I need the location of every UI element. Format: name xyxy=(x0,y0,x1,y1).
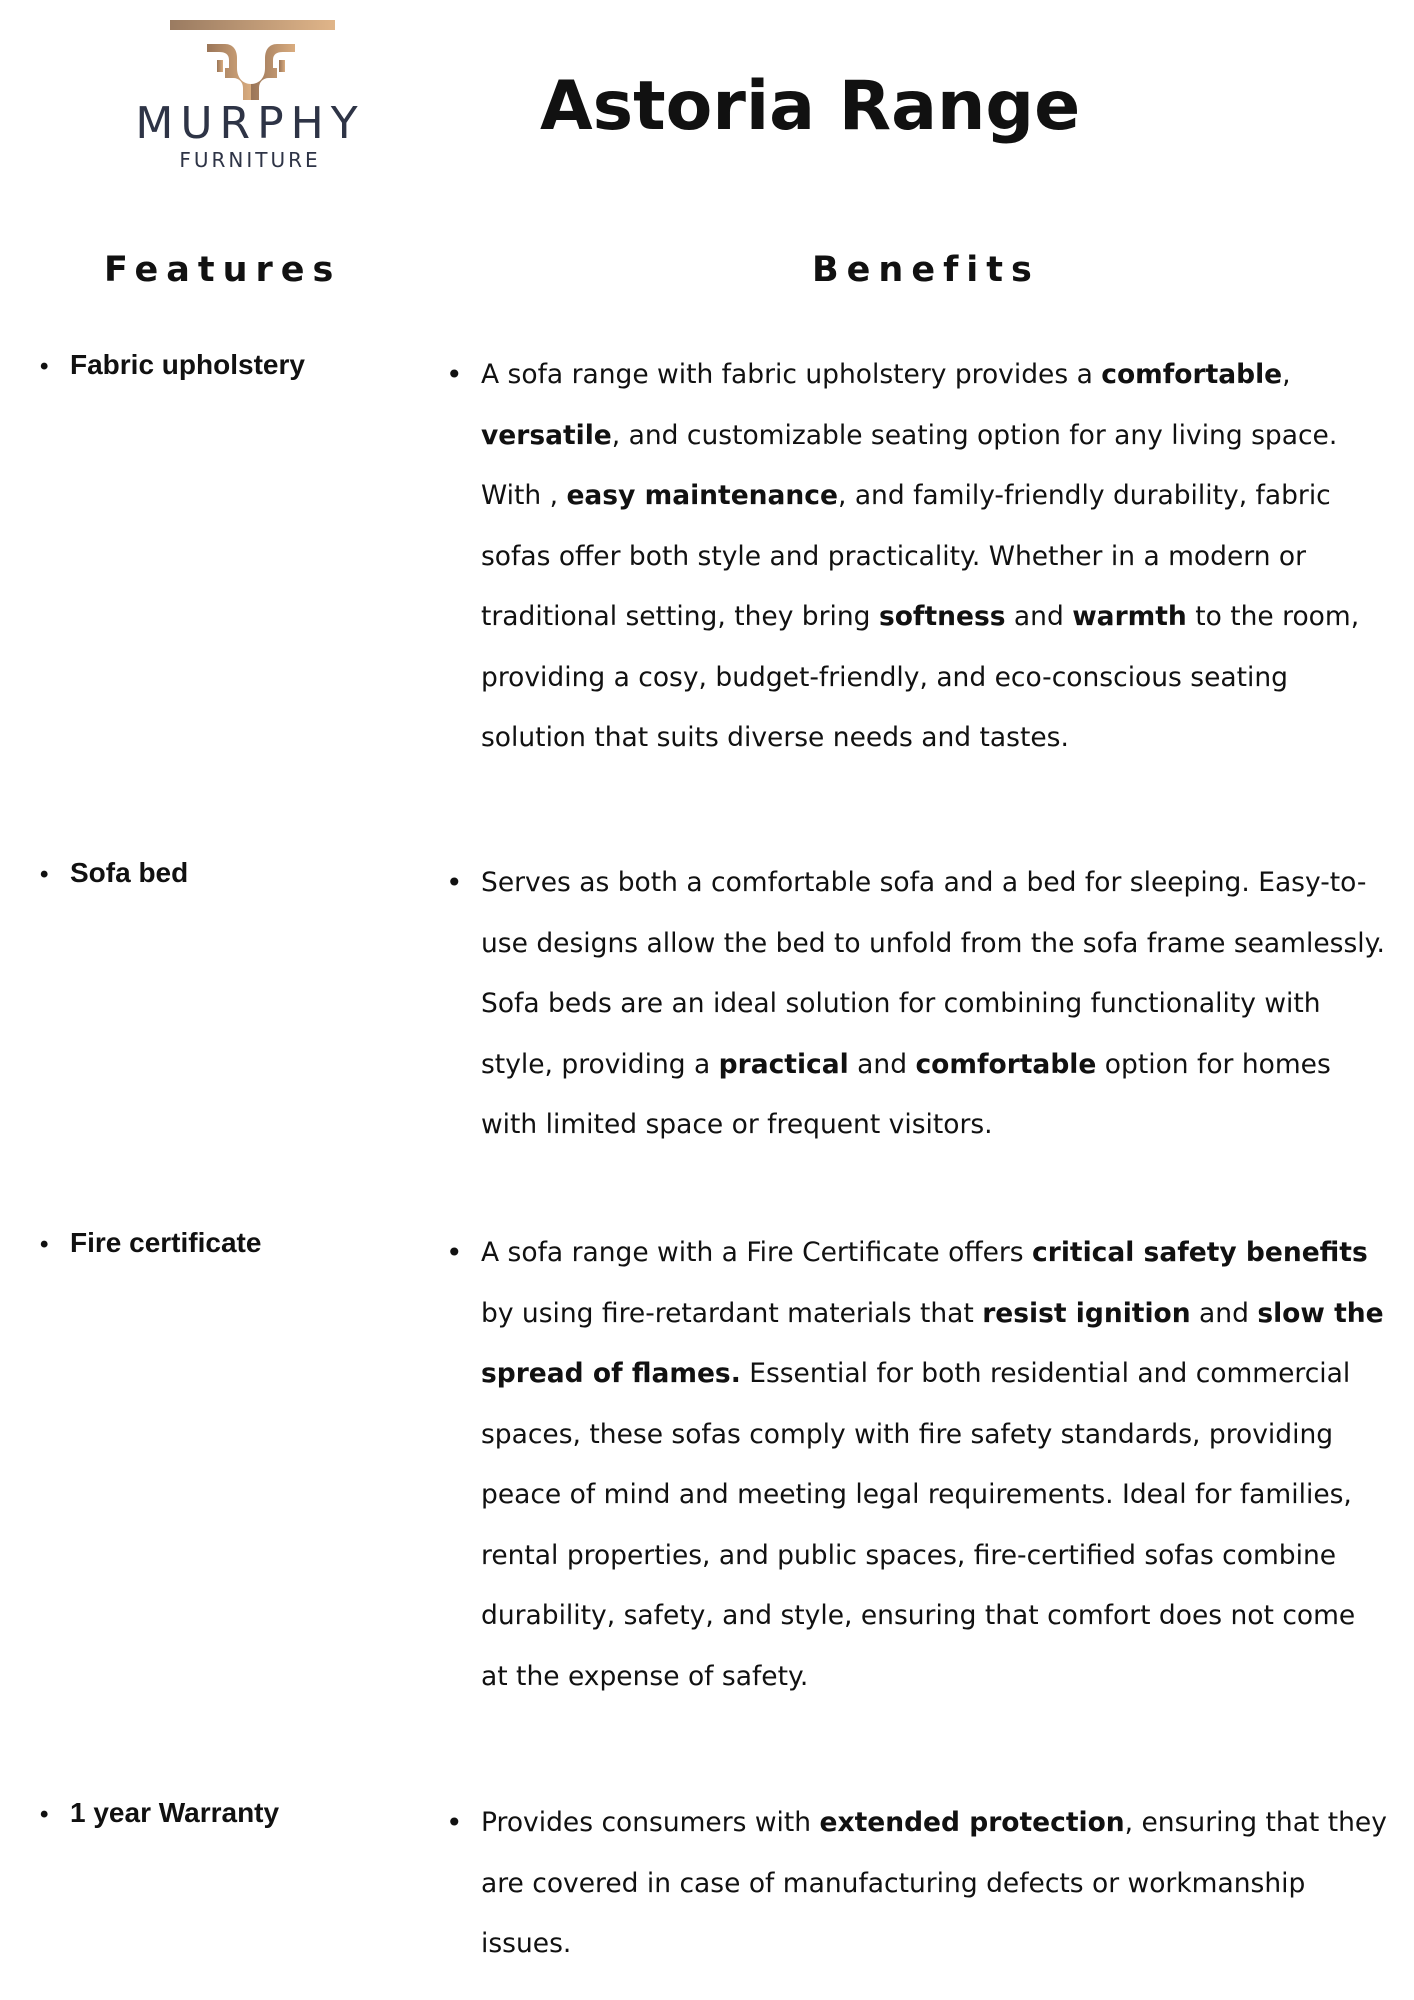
logo-wordmark: MURPHY xyxy=(135,98,365,149)
benefit-text: • Serves as both a comfortable sofa and a bed for sleeping. Easy-to-use designs allow the bed to unfold from the sofa frame seamlessly. Sofa beds are an ideal solution for combining functionality with style, providing a practical and comfortable option for homes with limited space or frequent visitors. xyxy=(446,853,1390,1156)
logo-accent-bar xyxy=(170,20,335,30)
feature-item xyxy=(40,345,400,387)
bullet-icon: • xyxy=(40,1231,49,1258)
feature-item xyxy=(40,853,400,895)
benefits-column-heading: Benefits xyxy=(812,250,1040,290)
bullet-icon: • xyxy=(446,1806,463,1839)
benefit-text: • A sofa range with a Fire Certificate offers critical safety benefits by using fire-retardant materials that resist ignition and slow the spread of flames. Essential for both residential and commercial spaces, these sofas comply with fire safety standards, providing peace of mind and meeting legal requirements. Ideal for families, rental properties, and public spaces, fire-certified sofas combine durability, safety, and style, ensuring that comfort does not come at the expense of safety. xyxy=(446,1223,1390,1707)
feature-item xyxy=(40,1793,400,1835)
brand-logo xyxy=(115,20,385,180)
features-column-heading: Features xyxy=(104,250,342,290)
bullet-icon: • xyxy=(40,353,49,380)
bullet-icon: • xyxy=(446,866,463,899)
bullet-icon: • xyxy=(40,861,49,888)
page-title: Astoria Range xyxy=(540,67,1081,146)
feature-label: Sofa bed xyxy=(70,857,189,888)
feature-label: 1 year Warranty xyxy=(70,1797,280,1828)
benefit-text: • A sofa range with fabric upholstery provides a comfortable, versatile, and customizable seating option for any living space. With , easy maintenance, and family-friendly durability, fabric sofas offer both style and practicality. Whether in a modern or traditional setting, they bring softness and warmth to the room, providing a cosy, budget-friendly, and eco-conscious seating solution that suits diverse needs and tastes. xyxy=(446,345,1390,769)
bullet-icon: • xyxy=(446,358,463,391)
bullet-icon: • xyxy=(40,1801,49,1828)
feature-label: Fabric upholstery xyxy=(70,349,305,380)
logo-subtitle: FURNITURE xyxy=(179,148,321,172)
feature-item xyxy=(40,1223,400,1265)
logo-emblem-icon xyxy=(203,38,299,104)
feature-label: Fire certificate xyxy=(70,1227,262,1258)
benefit-text: • Provides consumers with extended protection, ensuring that they are covered in case of manufacturing defects or workmanship issues. xyxy=(446,1793,1390,1975)
bullet-icon: • xyxy=(446,1236,463,1269)
